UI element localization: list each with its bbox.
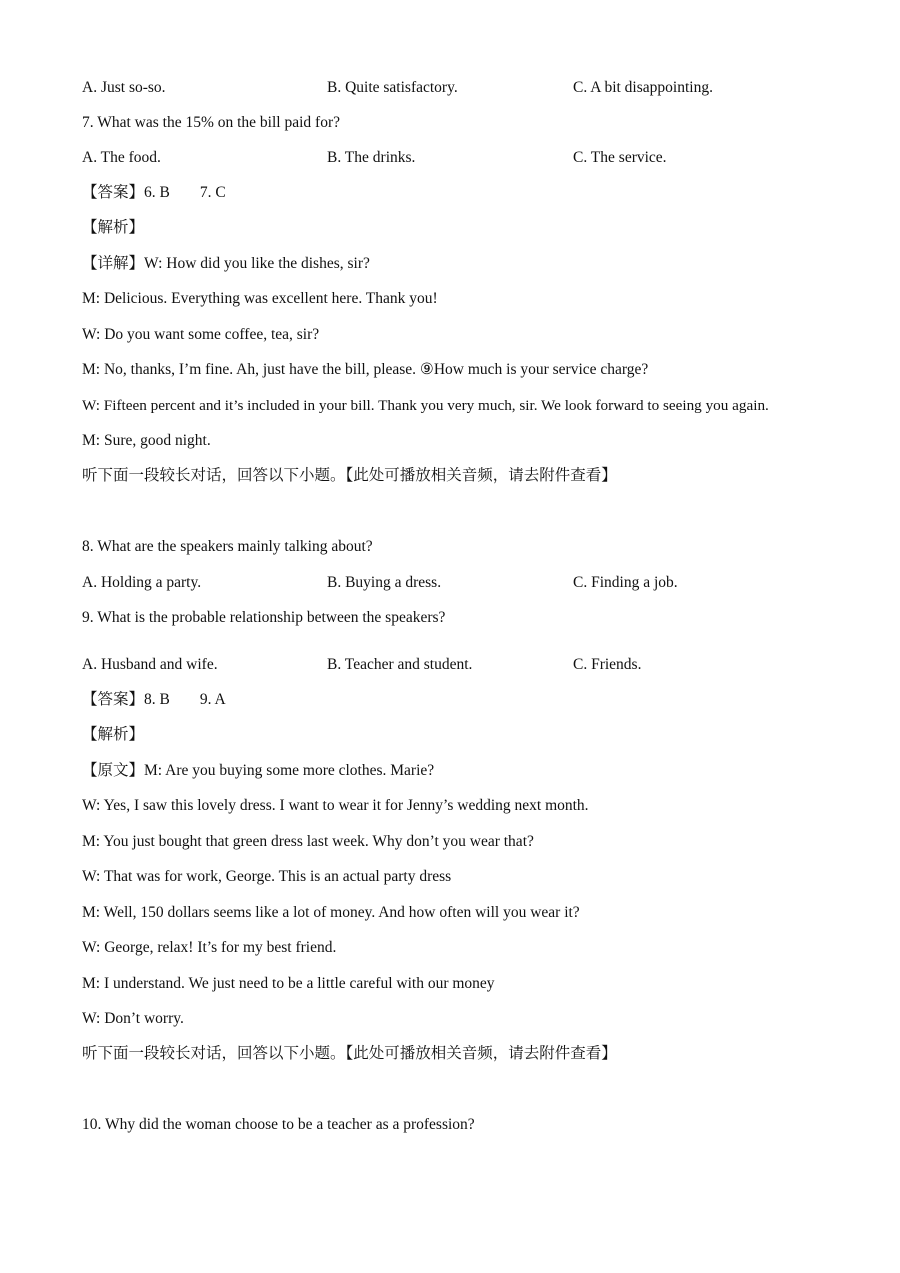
dialogue-line: M: I understand. We just need to be a little careful with our money (82, 975, 495, 992)
q7-option-c: C. The service. (573, 149, 667, 166)
analysis-label-1: 【解析】 (82, 219, 145, 236)
q8-option-a: A. Holding a party. (82, 574, 202, 591)
dialogue-line: W: Don’t worry. (82, 1010, 184, 1027)
dialogue-line: W: Do you want some coffee, tea, sir? (82, 326, 320, 343)
detail-line (82, 254, 370, 274)
answer-line-2 (82, 690, 226, 710)
original-line (82, 761, 434, 781)
q7-option-a: A. The food. (82, 149, 161, 166)
answer-label: 【答案】 (82, 691, 145, 708)
q9-option-b: B. Teacher and student. (327, 656, 473, 673)
q9-options (82, 655, 842, 675)
q9-option-a: A. Husband and wife. (82, 656, 218, 673)
q8-options (82, 573, 842, 593)
q7-options (82, 148, 842, 168)
answer-q6: 6. B (144, 184, 170, 201)
listening-instruction-2: 听下面一段较长对话，回答以下小题。【此处可播放相关音频，请去附件查看】 (82, 1045, 617, 1062)
q6-options (82, 78, 842, 98)
dialogue-line: W: Fifteen percent and it’s included in your bill. Thank you very much, sir. We look forward to seeing you again. (82, 397, 769, 414)
q6-option-c: C. A bit disappointing. (573, 79, 713, 96)
answer-q8: 8. B (144, 691, 170, 708)
answer-label: 【答案】 (82, 184, 145, 201)
detail-label: 【详解】 (82, 255, 145, 272)
dialogue-line: M: Are you buying some more clothes. Marie? (144, 762, 435, 779)
answer-q7: 7. C (199, 184, 226, 201)
q7-question: 7. What was the 15% on the bill paid for? (82, 114, 340, 131)
q6-option-b: B. Quite satisfactory. (327, 79, 458, 96)
dialogue-line: W: George, relax! It’s for my best friend. (82, 939, 337, 956)
dialogue-line: M: Sure, good night. (82, 432, 211, 449)
q8-option-b: B. Buying a dress. (327, 574, 442, 591)
q6-option-a: A. Just so-so. (82, 79, 166, 96)
q10-question: 10. Why did the woman choose to be a teacher as a profession? (82, 1116, 475, 1133)
q7-option-b: B. The drinks. (327, 149, 416, 166)
analysis-label-2: 【解析】 (82, 726, 145, 743)
q8-option-c: C. Finding a job. (573, 574, 678, 591)
original-label: 【原文】 (82, 762, 145, 779)
dialogue-line: M: No, thanks, I’m fine. Ah, just have the bill, please. ⑨How much is your service charge? (82, 361, 649, 378)
dialogue-line: M: Delicious. Everything was excellent here. Thank you! (82, 290, 438, 307)
answer-line-1 (82, 183, 226, 203)
answer-q9: 9. A (199, 691, 226, 708)
q9-option-c: C. Friends. (573, 656, 642, 673)
listening-instruction-1: 听下面一段较长对话，回答以下小题。【此处可播放相关音频，请去附件查看】 (82, 467, 617, 484)
q8-question: 8. What are the speakers mainly talking about? (82, 538, 373, 555)
dialogue-line: M: Well, 150 dollars seems like a lot of money. And how often will you wear it? (82, 904, 580, 921)
dialogue-line: W: How did you like the dishes, sir? (144, 255, 370, 272)
q9-question: 9. What is the probable relationship between the speakers? (82, 609, 446, 626)
dialogue-line: W: Yes, I saw this lovely dress. I want to wear it for Jenny’s wedding next month. (82, 797, 589, 814)
dialogue-line: M: You just bought that green dress last week. Why don’t you wear that? (82, 833, 534, 850)
dialogue-line: W: That was for work, George. This is an actual party dress (82, 868, 452, 885)
